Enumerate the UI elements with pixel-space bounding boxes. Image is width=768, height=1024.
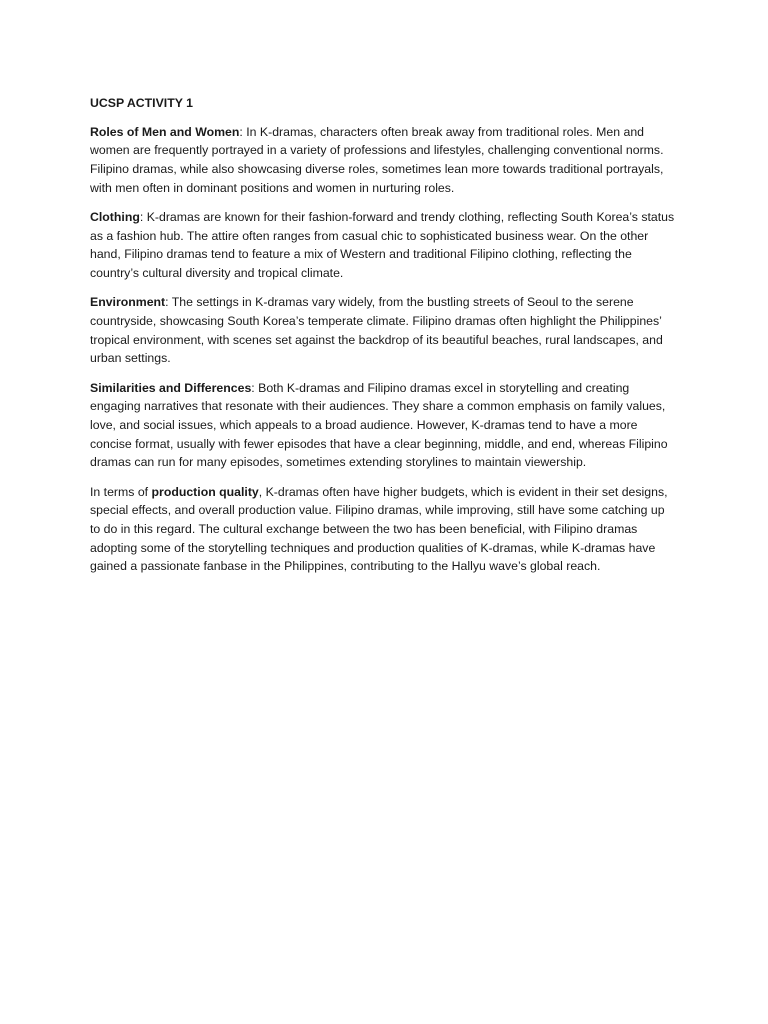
paragraph-lead-production: In terms of: [90, 484, 152, 499]
paragraph-heading-clothing: Clothing: [90, 209, 140, 224]
paragraph-production: [90, 483, 678, 577]
paragraph-clothing: [90, 208, 678, 283]
paragraph-body-environment: : The settings in K-dramas vary widely, from the bustling streets of Seoul to the serene countryside, showcasing South Korea’s temperate climate. Filipino dramas often highlight the Philippines’ tropical environment, with scenes set against the backdrop of its beautiful beaches, rural landscapes, and urban settings.: [90, 295, 663, 366]
paragraph-heading-similarities: Similarities and Differences: [90, 380, 252, 395]
paragraph-similarities: [90, 379, 678, 473]
paragraph-heading-environment: Environment: [90, 295, 166, 310]
paragraph-body-roles: : In K-dramas, characters often break away from traditional roles. Men and women are frequently portrayed in a variety of professions and lifestyles, challenging conventional norms. Filipino dramas, while also showcasing diverse roles, sometimes lean more towards traditional portrayals, with men often in dominant positions and women in nurturing roles.: [90, 124, 664, 195]
paragraph-body-similarities: : Both K-dramas and Filipino dramas excel in storytelling and creating engaging narratives that resonate with their audiences. They share a common emphasis on family values, love, and social issues, which appeals to a broad audience. However, K-dramas tend to have a more concise format, usually with fewer episodes that have a clear beginning, middle, and end, whereas Filipino dramas can run for many episodes, sometimes extending storylines to maintain viewership.: [90, 380, 668, 470]
paragraph-roles: [90, 123, 678, 198]
paragraph-body-clothing: : K-dramas are known for their fashion-forward and trendy clothing, reflecting South Korea’s status as a fashion hub. The attire often ranges from casual chic to sophisticated business wear. On the other hand, Filipino dramas tend to feature a mix of Western and traditional Filipino clothing, reflecting the country’s cultural diversity and tropical climate.: [90, 209, 675, 281]
paragraph-heading-production: production quality: [151, 484, 259, 499]
document-title: UCSP ACTIVITY 1: [90, 96, 193, 110]
paragraph-heading-roles: Roles of Men and Women: [90, 124, 240, 139]
paragraph-body-production: , K-dramas often have higher budgets, which is evident in their set designs, special effects, and overall production value. Filipino dramas, while improving, still have some catching up to do in this regard. The cultural exchange between the two has been beneficial, with Filipino dramas adopting some of the storytelling techniques and production qualities of K-dramas, while K-dramas have gained a passionate fanbase in the Philippines, contributing to the Hallyu wave’s global reach.: [90, 484, 668, 574]
paragraph-environment: [90, 293, 678, 368]
